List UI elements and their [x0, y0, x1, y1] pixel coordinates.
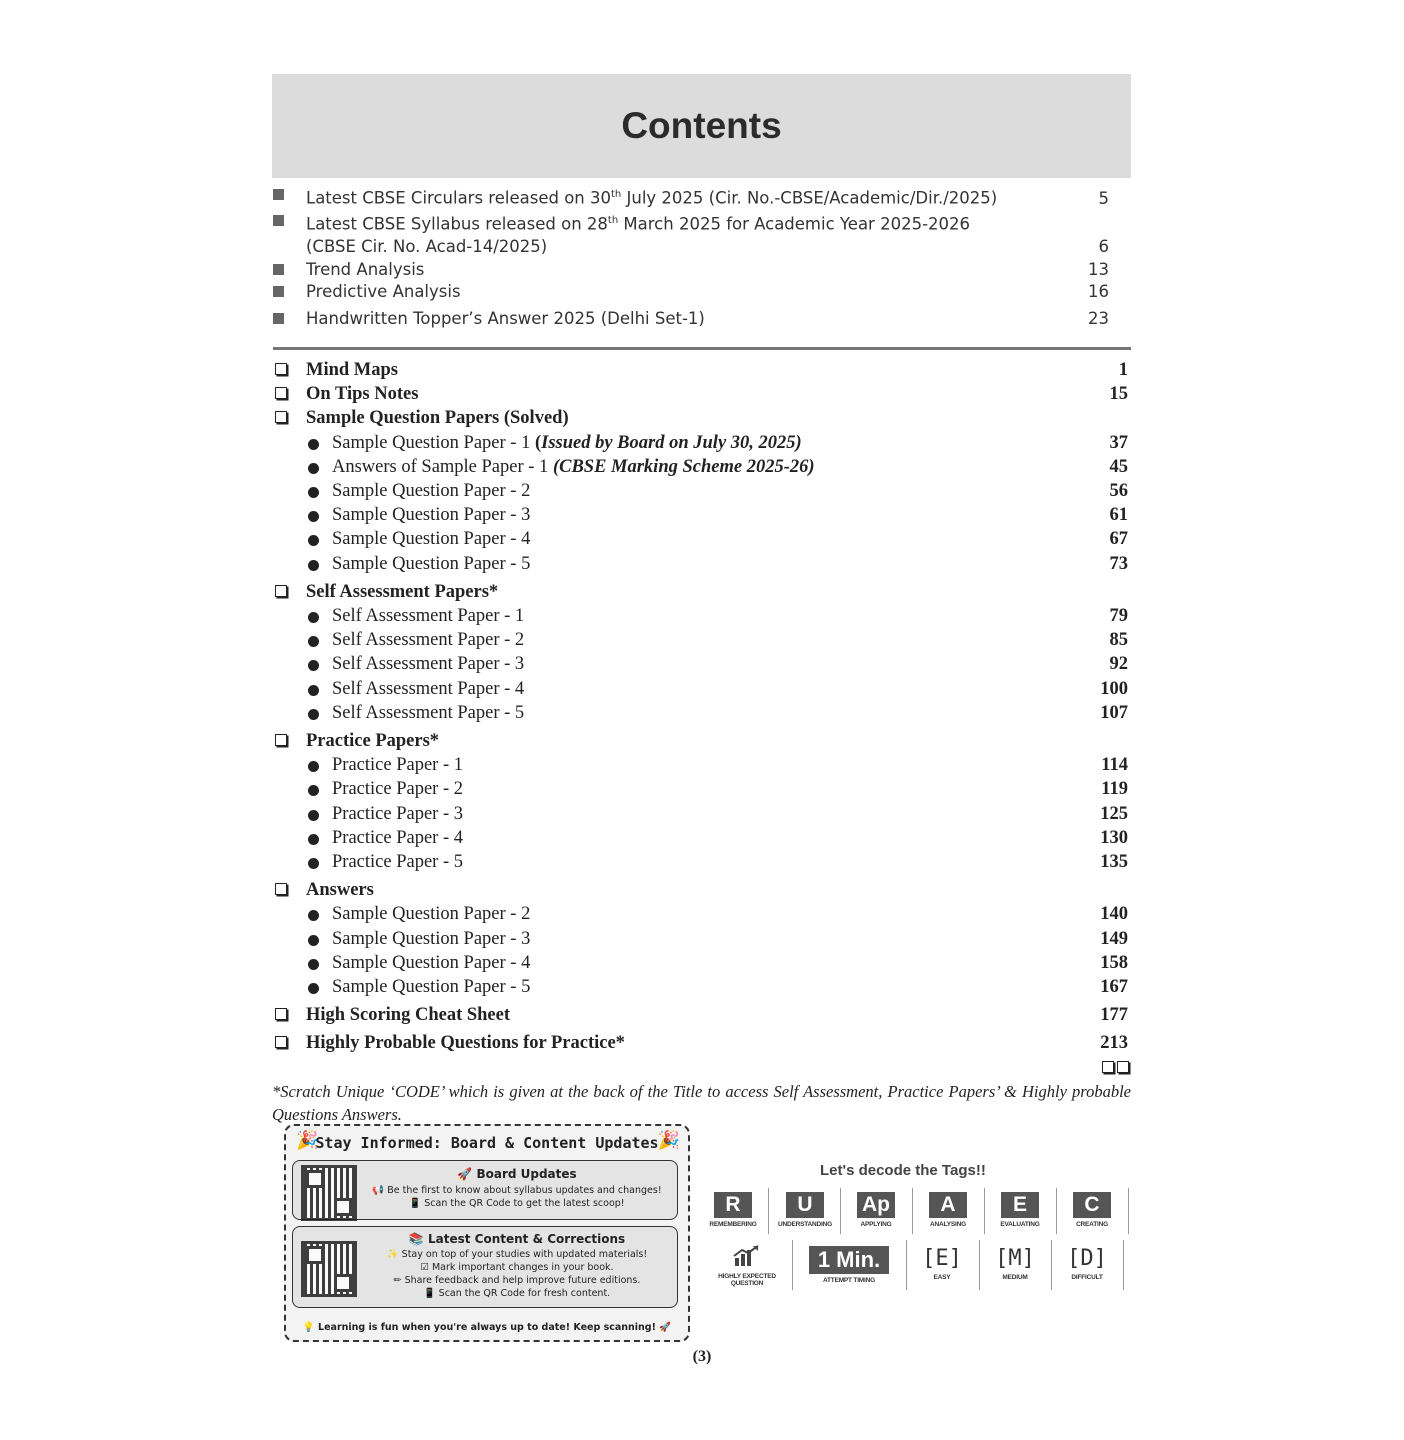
toc-subitem[interactable]: Self Assessment Paper - 4 100 [272, 677, 1131, 701]
round-bullet-icon [308, 535, 319, 546]
square-bullet-icon [273, 286, 284, 297]
round-bullet-icon [308, 834, 319, 845]
toc-subitem[interactable]: Sample Question Paper - 3 149 [272, 927, 1131, 951]
front-item[interactable]: Predictive Analysis 16 [272, 281, 1131, 304]
tag-understanding: U UNDERSTANDING [778, 1193, 832, 1228]
checkbox-bullet-icon [275, 363, 287, 375]
tag-evaluating: E EVALUATING [1000, 1193, 1040, 1228]
tag-divider [768, 1188, 769, 1234]
toc-subitem[interactable]: Self Assessment Paper - 2 85 [272, 628, 1131, 652]
phone-icon: 📱 [409, 1198, 422, 1209]
end-box-icon [1102, 1061, 1114, 1073]
round-bullet-icon [308, 810, 319, 821]
round-bullet-icon [308, 487, 319, 498]
toc-subitem[interactable]: Self Assessment Paper - 5 107 [272, 701, 1131, 725]
qr-code[interactable] [301, 1165, 357, 1221]
toc-section[interactable]: Mind Maps 1 [272, 358, 1131, 382]
round-bullet-icon [308, 612, 319, 623]
toc-subitem[interactable]: Sample Question Paper - 1 (Issued by Board on July 30, 2025) 37 [272, 431, 1131, 455]
party-popper-icon: 🎉 [657, 1130, 680, 1151]
rocket-icon: 🚀 [457, 1167, 473, 1181]
round-bullet-icon [308, 761, 319, 772]
round-bullet-icon [308, 463, 319, 474]
tag-divider [912, 1188, 913, 1234]
page-number: 61 [1109, 505, 1128, 526]
page-number: 135 [1100, 852, 1128, 873]
toc-section[interactable]: Self Assessment Papers* [272, 580, 1131, 604]
page-number: 85 [1109, 630, 1128, 651]
round-bullet-icon [308, 983, 319, 994]
contents-page [272, 74, 1131, 1126]
content-updates-card[interactable]: 📚 Latest Content & Corrections ✨ Stay on top of your studies with updated materials! ☑ Mark important changes in your book. ✏ Share feedback and help improve future editions. 📱 Scan the QR Code for fresh content. [292, 1226, 678, 1308]
page-number: 167 [1100, 977, 1128, 998]
phone-icon: 📱 [423, 1288, 436, 1299]
tag-easy: [E] EASY [922, 1246, 962, 1281]
square-bullet-icon [273, 215, 284, 226]
end-mark [272, 1056, 1129, 1076]
page-number: 119 [1101, 779, 1128, 800]
toc-subitem[interactable]: Sample Question Paper - 2 56 [272, 479, 1131, 503]
toc-subitem[interactable]: Sample Question Paper - 3 61 [272, 503, 1131, 527]
square-bullet-icon [273, 264, 284, 275]
round-bullet-icon [308, 858, 319, 869]
checkbox-bullet-icon [275, 387, 287, 399]
page-number: 23 [1088, 308, 1109, 328]
toc-section[interactable]: Highly Probable Questions for Practice* 213 [272, 1031, 1131, 1055]
trend-chart-icon [732, 1244, 762, 1268]
page-number: 79 [1109, 606, 1128, 627]
page-number: 56 [1109, 481, 1128, 502]
tag-analysing: A ANALYSING [930, 1193, 966, 1228]
page-number: 73 [1109, 553, 1128, 574]
board-updates-card[interactable]: 🚀 Board Updates 📢 Be the first to know about syllabus updates and changes! 📱 Scan the QR Code to get the latest scoop! [292, 1160, 678, 1220]
page-number: 13 [1088, 259, 1109, 279]
round-bullet-icon [308, 636, 319, 647]
tag-divider [792, 1240, 793, 1290]
round-bullet-icon [308, 439, 319, 450]
toc-subitem[interactable]: Practice Paper - 4 130 [272, 826, 1131, 850]
checkbox-bullet-icon [275, 585, 287, 597]
toc-subitem[interactable]: Self Assessment Paper - 1 79 [272, 604, 1131, 628]
pencil-icon: ✏ [393, 1275, 402, 1286]
page-number: 5 [1098, 188, 1109, 208]
page-number: 107 [1100, 702, 1128, 723]
round-bullet-icon [308, 660, 319, 671]
round-bullet-icon [308, 959, 319, 970]
books-icon: 📚 [408, 1232, 424, 1246]
page-number: 15 [1109, 384, 1128, 405]
page-number: 1 [1118, 360, 1128, 380]
checkbox-bullet-icon [275, 883, 287, 895]
qr-code[interactable] [301, 1241, 357, 1297]
updates-box: 🎉 🎉 Stay Informed: Board & Content Updates 🚀 Board Updates 📢 Be the first to know about syllabus updates and changes! 📱 Scan the QR Code to get the latest scoop! 📚 Latest Content & Corrections ✨ Stay on top of your studies with updated materials! ☑ Mark important changes in your book. ✏ Share feedback and help improve future editions. 📱 Scan the QR Code for fresh content. 💡 Learning is fun when you're always up to date! Keep scanning! 🚀 [284, 1124, 690, 1342]
toc-subitem[interactable]: Sample Question Paper - 2 140 [272, 902, 1131, 926]
sparkles-icon: ✨ [386, 1249, 399, 1260]
tag-attempt-timing: 1 Min. ATTEMPT TIMING [806, 1246, 892, 1284]
toc-subitem[interactable]: Sample Question Paper - 5 167 [272, 975, 1131, 999]
round-bullet-icon [308, 685, 319, 696]
page-number: 45 [1109, 456, 1128, 477]
checkbox-bullet-icon [275, 1008, 287, 1020]
tag-divider [979, 1240, 980, 1290]
page-number: 16 [1088, 282, 1109, 301]
toc-subitem[interactable]: Sample Question Paper - 4 67 [272, 527, 1131, 551]
toc-section[interactable]: Answers [272, 878, 1131, 902]
round-bullet-icon [308, 709, 319, 720]
tag-difficult: [D] DIFFICULT [1067, 1246, 1107, 1281]
toc-subitem[interactable]: Self Assessment Paper - 3 92 [272, 652, 1131, 676]
party-popper-icon: 🎉 [296, 1130, 319, 1151]
square-bullet-icon [273, 189, 284, 200]
tag-divider [1051, 1240, 1052, 1290]
toc-section[interactable]: Sample Question Papers (Solved) [272, 406, 1131, 430]
front-item[interactable]: Latest CBSE Syllabus released on 28th March 2025 for Academic Year 2025-2026 (CBSE Cir. No. Acad-14/2025) 6 [272, 210, 1131, 259]
front-item[interactable]: Latest CBSE Circulars released on 30th July 2025 (Cir. No.-CBSE/Academic/Dir./2025) 5 [272, 184, 1131, 210]
page-number: 67 [1109, 529, 1128, 550]
page-number-footer: (3) [692, 1348, 712, 1365]
megaphone-icon: 📢 [372, 1185, 385, 1196]
tag-medium: [M] MEDIUM [995, 1246, 1035, 1281]
round-bullet-icon [308, 785, 319, 796]
toc-section[interactable]: High Scoring Cheat Sheet 177 [272, 1003, 1131, 1027]
tag-divider [1128, 1188, 1129, 1234]
toc-subitem[interactable]: Practice Paper - 3 125 [272, 802, 1131, 826]
page-title: Contents [621, 105, 782, 146]
page-number: 213 [1100, 1033, 1128, 1054]
checkbox-bullet-icon [275, 734, 287, 746]
tag-divider [1123, 1240, 1124, 1290]
toc-subitem[interactable]: Answers of Sample Paper - 1 (CBSE Marking Scheme 2025-26) 45 [272, 455, 1131, 479]
tags-title: Let's decode the Tags!! [820, 1162, 986, 1179]
page-number: 92 [1109, 654, 1128, 675]
round-bullet-icon [308, 910, 319, 921]
front-item[interactable]: Handwritten Topper’s Answer 2025 (Delhi Set-1) 23 [272, 308, 1131, 331]
page-number: 6 [1098, 237, 1109, 256]
contents-header [272, 74, 1131, 178]
toc-section[interactable]: Practice Papers* [272, 729, 1131, 753]
toc-subitem[interactable]: Sample Question Paper - 5 73 [272, 552, 1131, 576]
page-number: 125 [1100, 803, 1128, 824]
check-icon: ☑ [420, 1262, 429, 1273]
toc-section[interactable]: On Tips Notes 15 [272, 382, 1131, 406]
page-number: 140 [1100, 904, 1128, 925]
checkbox-bullet-icon [275, 411, 287, 423]
tag-applying: Ap APPLYING [846, 1192, 906, 1228]
lightbulb-icon: 💡 [302, 1322, 315, 1333]
end-box-icon [1117, 1061, 1129, 1073]
tag-highly-expected: HIGHLY EXPECTED QUESTION [707, 1244, 787, 1287]
page-number: 100 [1100, 678, 1128, 699]
round-bullet-icon [308, 511, 319, 522]
page-number: 177 [1100, 1005, 1128, 1026]
tag-divider [840, 1188, 841, 1234]
toc-subitem[interactable]: Sample Question Paper - 4 158 [272, 951, 1131, 975]
table-of-contents [272, 358, 1131, 1076]
page-number: 130 [1100, 827, 1128, 848]
page-number: 158 [1100, 952, 1128, 973]
tag-divider [1056, 1188, 1057, 1234]
page-number: 149 [1100, 928, 1128, 949]
toc-subitem[interactable]: Practice Paper - 2 119 [272, 777, 1131, 801]
tag-divider [984, 1188, 985, 1234]
tag-divider [906, 1240, 907, 1290]
round-bullet-icon [308, 935, 319, 946]
footnote: *Scratch Unique ‘CODE’ which is given at the back of the Title to access Self Assessment, Practice Papers’ & Highly probable Questions Answers. [272, 1081, 1131, 1124]
toc-subitem[interactable]: Practice Paper - 5 135 [272, 850, 1131, 874]
front-item[interactable]: Trend Analysis 13 [272, 259, 1131, 282]
toc-subitem[interactable]: Practice Paper - 1 114 [272, 753, 1131, 777]
front-matter-list [272, 184, 1131, 330]
updates-title: Stay Informed: Board & Content Updates [315, 1134, 659, 1152]
section-divider [273, 347, 1131, 350]
rocket-icon: 🚀 [659, 1322, 672, 1333]
page-number: 37 [1109, 432, 1128, 453]
page-number: 114 [1101, 755, 1128, 776]
tag-remembering: R REMEMBERING [709, 1193, 757, 1228]
round-bullet-icon [308, 560, 319, 571]
square-bullet-icon [273, 313, 284, 324]
checkbox-bullet-icon [275, 1036, 287, 1048]
tag-creating: C CREATING [1062, 1192, 1122, 1228]
